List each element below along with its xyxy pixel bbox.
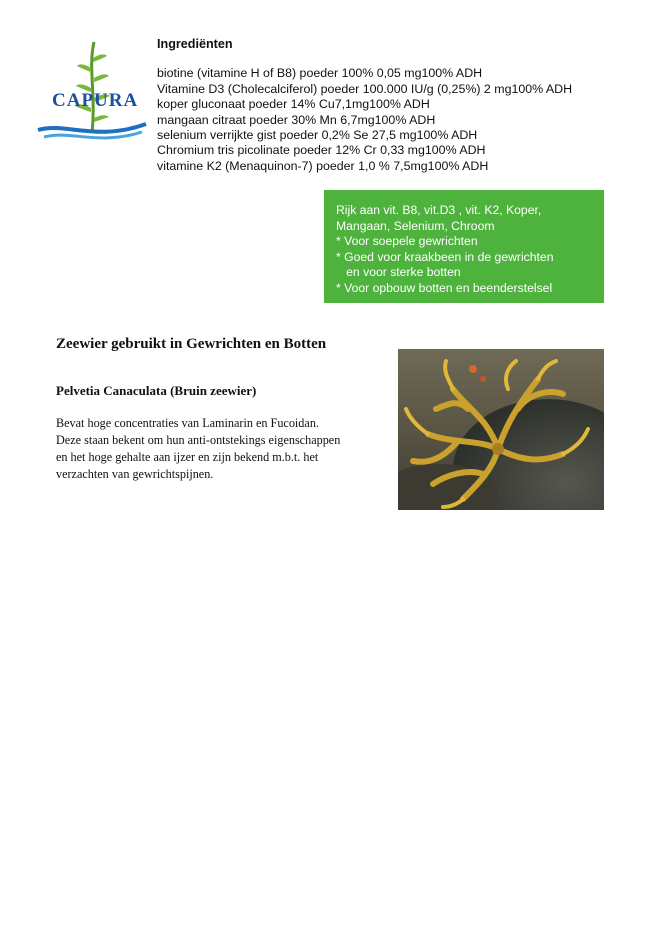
ingredient-line: koper gluconaat poeder 14% Cu7,1mg100% ADH — [157, 97, 430, 112]
section-subtitle: Pelvetia Canaculata (Bruin zeewier) — [56, 383, 257, 398]
benefit-line: * Voor opbouw botten en beenderstelsel — [336, 280, 553, 295]
benefit-line: Rijk aan vit. B8, vit.D3 , vit. K2, Koper, — [336, 203, 542, 217]
seaweed-photo — [398, 349, 604, 510]
benefit-line: Mangaan, Selenium, Chroom — [336, 218, 495, 233]
ingredients-title: Ingrediënten — [157, 37, 233, 51]
body-line: Bevat hoge concentraties van Laminarin en Fucoidan. — [56, 416, 319, 430]
logo-text: CAPURA — [52, 90, 139, 111]
section-title: Zeewier gebruikt in Gewrichten en Botten — [56, 336, 327, 352]
ingredient-line: mangaan citraat poeder 30% Mn 6,7mg100% ADH — [157, 112, 436, 127]
ingredient-line: biotine (vitamine H of B8) poeder 100% 0,05 mg100% ADH — [157, 66, 483, 81]
benefits-box — [324, 190, 604, 303]
section-body — [56, 415, 340, 483]
ingredient-line: selenium verrijkte gist poeder 0,2% Se 27,5 mg100% ADH — [157, 128, 478, 143]
ingredient-line: vitamine K2 (Menaquinon-7) poeder 1,0 % 7,5mg100% ADH — [157, 158, 489, 173]
brown-seaweed-on-rock-icon — [398, 349, 604, 510]
benefit-line: * Voor soepele gewrichten — [336, 234, 478, 249]
ingredient-line: Vitamine D3 (Cholecalciferol) poeder 100.000 IU/g (0,25%) 2 mg100% ADH — [157, 81, 573, 96]
body-line: en het hoge gehalte aan ijzer en zijn bekend m.b.t. het — [56, 450, 319, 464]
benefit-line: en voor sterke botten — [336, 265, 461, 280]
capura-logo — [36, 38, 148, 146]
ingredients-block — [157, 37, 572, 174]
body-line: verzachten van gewrichtspijnen. — [56, 467, 214, 481]
benefit-line: * Goed voor kraakbeen in de gewrichten — [336, 249, 554, 264]
ingredient-line: Chromium tris picolinate poeder 12% Cr 0,33 mg100% ADH — [157, 143, 486, 158]
body-line: Deze staan bekent om hun anti-ontstekings eigenschappen — [56, 433, 341, 447]
